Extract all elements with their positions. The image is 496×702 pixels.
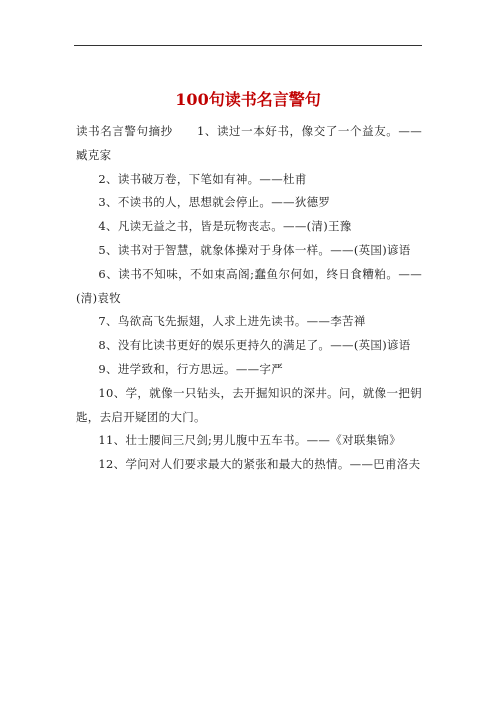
paragraph-4: 4、凡读无益之书，皆是玩物丧志。——(清)王豫 bbox=[98, 219, 352, 234]
paragraph-1: 读书名言警句摘抄 1、读过一本好书，像交了一个益友。——臧克家 bbox=[76, 124, 422, 162]
header-rule bbox=[74, 45, 422, 46]
document-title: 100句读书名言警句 bbox=[175, 90, 321, 109]
paragraph-9: 9、进学致和，行方思远。——字严 bbox=[98, 361, 284, 376]
paragraph-5: 5、读书对于智慧，就象体操对于身体一样。——(英国)谚语 bbox=[98, 242, 411, 257]
paragraph-10: 10、学，就像一只钻头，去开掘知识的深井。问，就像一把钥匙，去启开疑团的大门。 bbox=[76, 385, 422, 424]
document-body bbox=[76, 120, 422, 477]
paragraph-3: 3、不读书的人，思想就会停止。——狄德罗 bbox=[98, 195, 331, 210]
paragraph-12: 12、学问对人们要求最大的紧张和最大的热情。——巴甫洛夫 bbox=[98, 457, 421, 472]
paragraph-8: 8、没有比读书更好的娱乐更持久的满足了。——(英国)谚语 bbox=[98, 338, 411, 353]
paragraph-11: 11、壮士腰间三尺剑;男儿腹中五车书。——《对联集锦》 bbox=[98, 433, 402, 448]
paragraph-6: 6、读书不知味，不如束高阁;蠢鱼尔何如，终日食糟粕。——(清)袁牧 bbox=[76, 266, 422, 305]
paragraph-7: 7、鸟欲高飞先振翅，人求上进先读书。——李苦禅 bbox=[98, 314, 366, 329]
paragraph-2: 2、读书破万卷，下笔如有神。——杜甫 bbox=[98, 171, 307, 186]
